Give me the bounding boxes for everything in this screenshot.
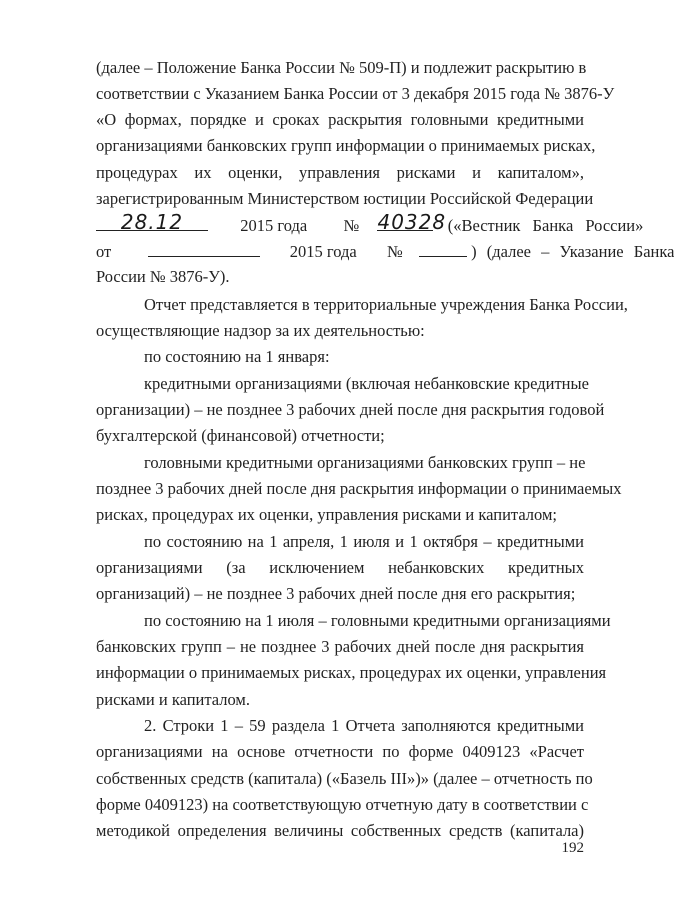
text-line: организаций) – не позднее 3 рабочих дней после дня его раскрытия; [96,584,576,603]
text-line: головными кредитными организациями банковских групп – не [144,453,586,472]
year-text: 2015 года [289,242,357,261]
text-line: зарегистрированным Министерством юстиции Российской Федерации [96,189,594,208]
text-line: организациями на основе отчетности по форме 0409123 «Расчет [96,742,584,761]
text-line: осуществляющие надзор за их деятельностью: [96,321,425,340]
text-line: информации о принимаемых рисках, процедурах их оценки, управления [96,663,607,682]
text-line-handwritten [96,210,644,235]
year-text: 2015 года [240,216,308,235]
text-line: позднее 3 рабочих дней после дня раскрытия информации о принимаемых [96,479,622,498]
text-line: России № 3876-У). [96,267,230,286]
text-line: организации) – не позднее 3 рабочих дней после дня раскрытия годовой [96,400,605,419]
number-blank [419,241,467,257]
text-line: организациями (за исключением небанковских кредитных [96,558,584,577]
text-line: рисках, процедурах их оценки, управления рисками и капиталом; [96,505,558,524]
text-line: бухгалтерской (финансовой) отчетности; [96,426,385,445]
text-line: рисками и капиталом. [96,690,250,709]
text-line: Отчет представляется в территориальные учреждения Банка России, [144,295,628,314]
text-line: кредитными организациями (включая небанковские кредитные [144,374,589,393]
journal-reference: («Вестник Банка России» [447,216,644,235]
text-line: «О формах, порядке и сроках раскрытия головными кредитными [96,110,584,129]
text-line: организациями банковских групп информации о принимаемых рисках, [96,136,596,155]
text-line: по состоянию на 1 января: [144,347,330,366]
handwritten-registration-number: 40328 [377,210,447,234]
text-line: методикой определения величины собственных средств (капитала) [96,821,584,840]
number-sign: № [386,242,403,261]
line-rest: ) (далее – Указание Банка [471,242,674,261]
text-line: по состоянию на 1 апреля, 1 июля и 1 октября – кредитными [144,532,584,551]
date-blank [148,241,260,257]
handwritten-date: 28.12 [96,215,208,231]
text-line: (далее – Положение Банка России № 509-П) и подлежит раскрытию в [96,58,587,77]
text-line-blanks [96,241,674,261]
number-sign: № [343,216,360,235]
text-line: собственных средств (капитала) («Базель III»)» (далее – отчетность по [96,769,593,788]
text-line: банковских групп – не позднее 3 рабочих дней после дня раскрытия [96,637,584,656]
text-line: форме 0409123) на соответствующую отчетную дату в соответствии с [96,795,589,814]
text-line: по состоянию на 1 июля – головными кредитными организациями [144,611,611,630]
text-line: 2. Строки 1 – 59 раздела 1 Отчета заполняются кредитными [144,716,584,735]
text-line: соответствии с Указанием Банка России от 3 декабря 2015 года № 3876-У [96,84,615,103]
from-label: от [96,242,112,261]
page-number: 192 [561,840,584,856]
text-line: процедурах их оценки, управления рисками и капиталом», [96,163,584,182]
